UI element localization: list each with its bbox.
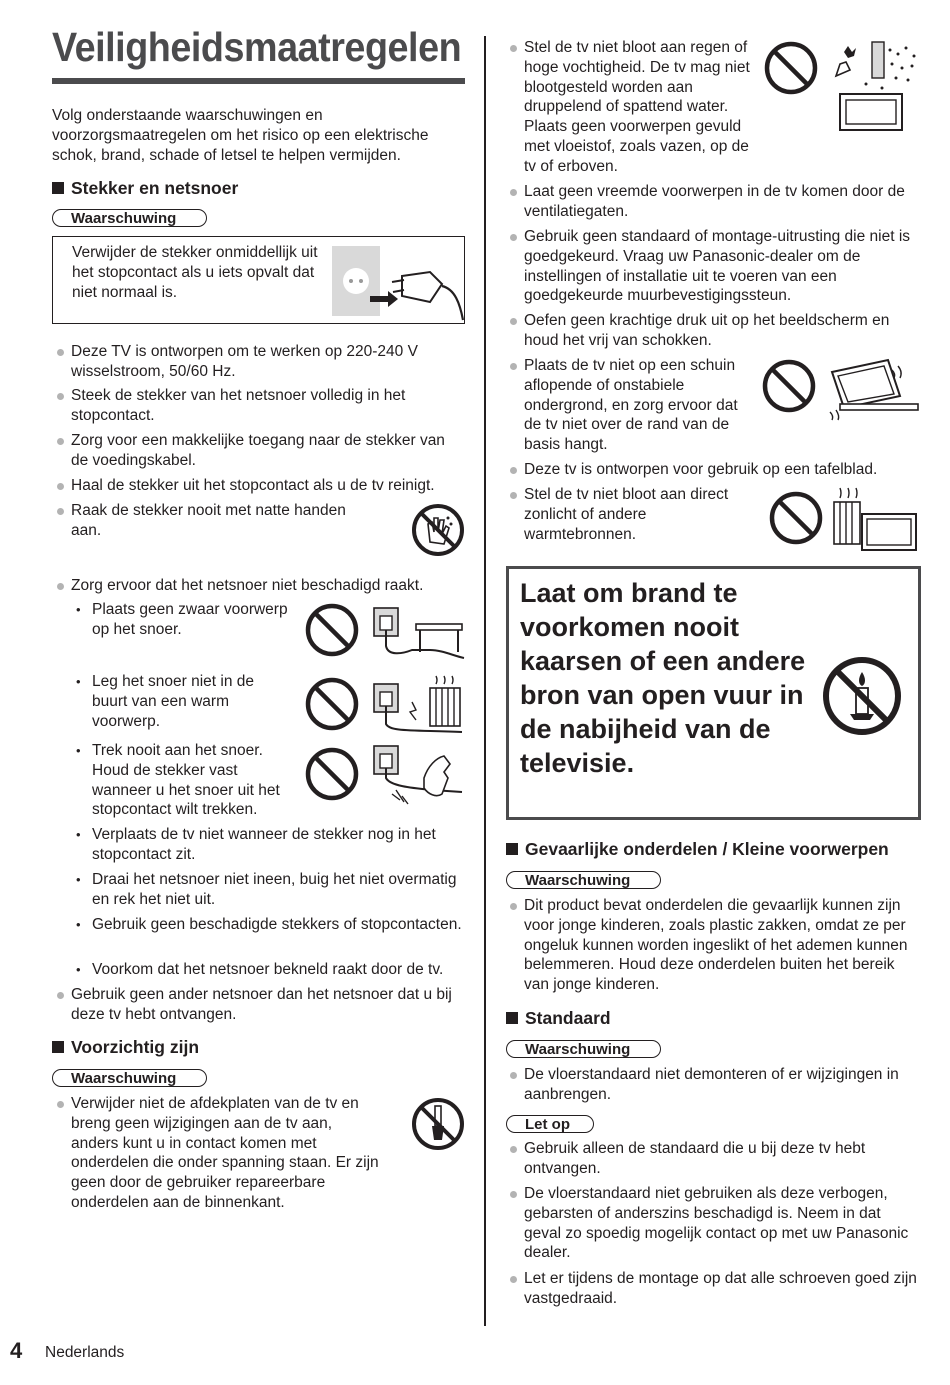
no-disassembly-icon [410,1096,466,1152]
list-item: Zorg voor een makkelijke toegang naar de stekker van de voedingskabel. [71,431,461,471]
cord-near-heater-icon [372,672,466,736]
page-number: 4 [10,1338,23,1363]
prohibition-icon [304,746,360,802]
section-heading-stand: Standaard [506,1007,611,1029]
list-item: Oefen geen krachtige druk uit op het beeldscherm en houd het vrij van schokken. [524,311,919,351]
prohibition-icon [763,40,819,96]
sub-list-item: • Leg het snoer niet in de buurt van een warm voorwerp. [92,672,292,731]
fire-warning-text: Laat om brand te voorkomen nooit kaarsen of een andere bron van open vuur in de nabijheid van de televisie. [520,578,806,778]
heading-square-icon [52,1041,64,1053]
list-item: Gebruik geen ander netsnoer dan het netsnoer dat u bij deze tv hebt ontvangen. [71,985,463,1025]
tv-near-heater-icon [830,486,920,554]
section-heading-plug: Stekker en netsnoer [52,177,238,199]
prohibition-icon [761,358,817,414]
sub-list-item: • Verplaats de tv niet wanneer de stekker nog in het stopcontact zit. [92,825,464,865]
list-item: Steek de stekker van het netsnoer volledig in het stopcontact. [71,386,461,426]
sub-list-item: • Gebruik geen beschadigde stekkers of stopcontacten. [92,915,464,935]
warning-badge: Waarschuwing [52,209,207,227]
title-rule [52,78,465,84]
sub-list-item: • Plaats geen zwaar voorwerp op het snoer. [92,600,292,640]
heading-square-icon [506,1012,518,1024]
list-item: Verwijder niet de afdekplaten van de tv en breng geen wijzigingen aan de tv aan, anders kunt u in contact komen met onderdelen die onder spanning staan. Er zijn geen door de gebruiker repareerbare onderdelen aan de binnenkant. [71,1094,381,1213]
heading-square-icon [52,182,64,194]
sub-list-item: • Trek nooit aan het snoer. Houd de stekker vast wanneer u het snoer uit het stopcontact wilt trekken. [92,741,297,820]
warning-box-text: Verwijder de stekker onmiddellijk uit het stopcontact als u iets opvalt dat niet normaal is. [72,244,318,301]
prohibition-icon [304,602,360,658]
list-item: Raak de stekker nooit met natte handen aan. [71,501,371,541]
list-item: Haal de stekker uit het stopcontact als u de tv reinigt. [71,476,463,496]
no-wet-hands-icon [410,502,466,558]
list-item: Stel de tv niet bloot aan direct zonlicht of andere warmtebronnen. [524,485,759,544]
list-item: De vloerstandaard niet demonteren of er wijzigingen in aanbrengen. [524,1065,919,1105]
section-heading-small-parts: Gevaarlijke onderdelen / Kleine voorwerpen [506,838,889,860]
prohibition-icon [768,490,824,546]
list-item: Laat geen vreemde voorwerpen in de tv komen door de ventilatiegaten. [524,182,919,222]
unplug-illustration-icon [330,244,465,322]
section-heading-careful: Voorzichtig zijn [52,1036,199,1058]
warning-badge: Waarschuwing [506,1040,661,1058]
intro-text: Volg onderstaande waarschuwingen en voorzorgsmaatregelen om het risico op een elektrische schok, brand, schade of letsel te helpen vermijden. [52,107,429,164]
unstable-tv-icon [826,360,920,422]
footer-language: Nederlands [45,1344,125,1361]
prohibition-icon [304,676,360,732]
page-title: Veiligheidsmaatregelen [52,24,462,70]
list-item: Zorg ervoor dat het netsnoer niet beschadigd raakt. [71,576,463,596]
list-item: Gebruik geen standaard of montage-uitrusting die niet is goedgekeurd. Vraag uw Panasonic-dealer om de instellingen of installatie uit te voeren van een goedgekeurde muurbevestigingssteun. [524,227,919,306]
column-divider [484,36,486,1326]
list-item: De vloerstandaard niet gebruiken als deze verbogen, gebarsten of anderszins beschadigd is. Neem in dat geval zo spoedig mogelijk contact op met uw Panasonic dealer. [524,1184,919,1263]
warning-badge: Waarschuwing [52,1069,207,1087]
sub-list-item: • Voorkom dat het netsnoer bekneld raakt door de tv. [92,960,472,980]
heading-square-icon [506,843,518,855]
caution-badge: Let op [506,1115,594,1133]
list-item: Deze TV is ontworpen om te werken op 220-240 V wisselstroom, 50/60 Hz. [71,342,461,382]
sub-list-item: • Draai het netsnoer niet ineen, buig het niet overmatig en rek het niet uit. [92,870,464,910]
heavy-object-on-cord-icon [372,606,466,664]
tv-rain-vase-icon [826,40,920,136]
list-item: Let er tijdens de montage op dat alle schroeven goed zijn vastgedraaid. [524,1269,919,1309]
no-open-flame-icon [820,654,904,738]
list-item: Deze tv is ontworpen voor gebruik op een tafelblad. [524,460,919,480]
list-item: Gebruik alleen de standaard die u bij deze tv hebt ontvangen. [524,1139,919,1179]
warning-badge: Waarschuwing [506,871,661,889]
list-item: Plaats de tv niet op een schuin aflopende of onstabiele ondergrond, en zorg ervoor dat de tv niet over de rand van de basis hangt. [524,356,759,455]
list-item: Stel de tv niet bloot aan regen of hoge vochtigheid. De tv mag niet blootgesteld worden aan druppelend of spattend water. Plaats geen voorwerpen gevuld met vloeistof, zoals vazen, op de tv of erboven. [524,38,759,177]
list-item: Dit product bevat onderdelen die gevaarlijk kunnen zijn voor jonge kinderen, zoals plastic zakken, omdat ze per ongeluk kunnen worden ingeslikt of het ademen kunnen belemmeren. Houd deze onderdelen buiten het bereik van jonge kinderen. [524,896,919,995]
pulling-cord-icon [372,744,466,808]
